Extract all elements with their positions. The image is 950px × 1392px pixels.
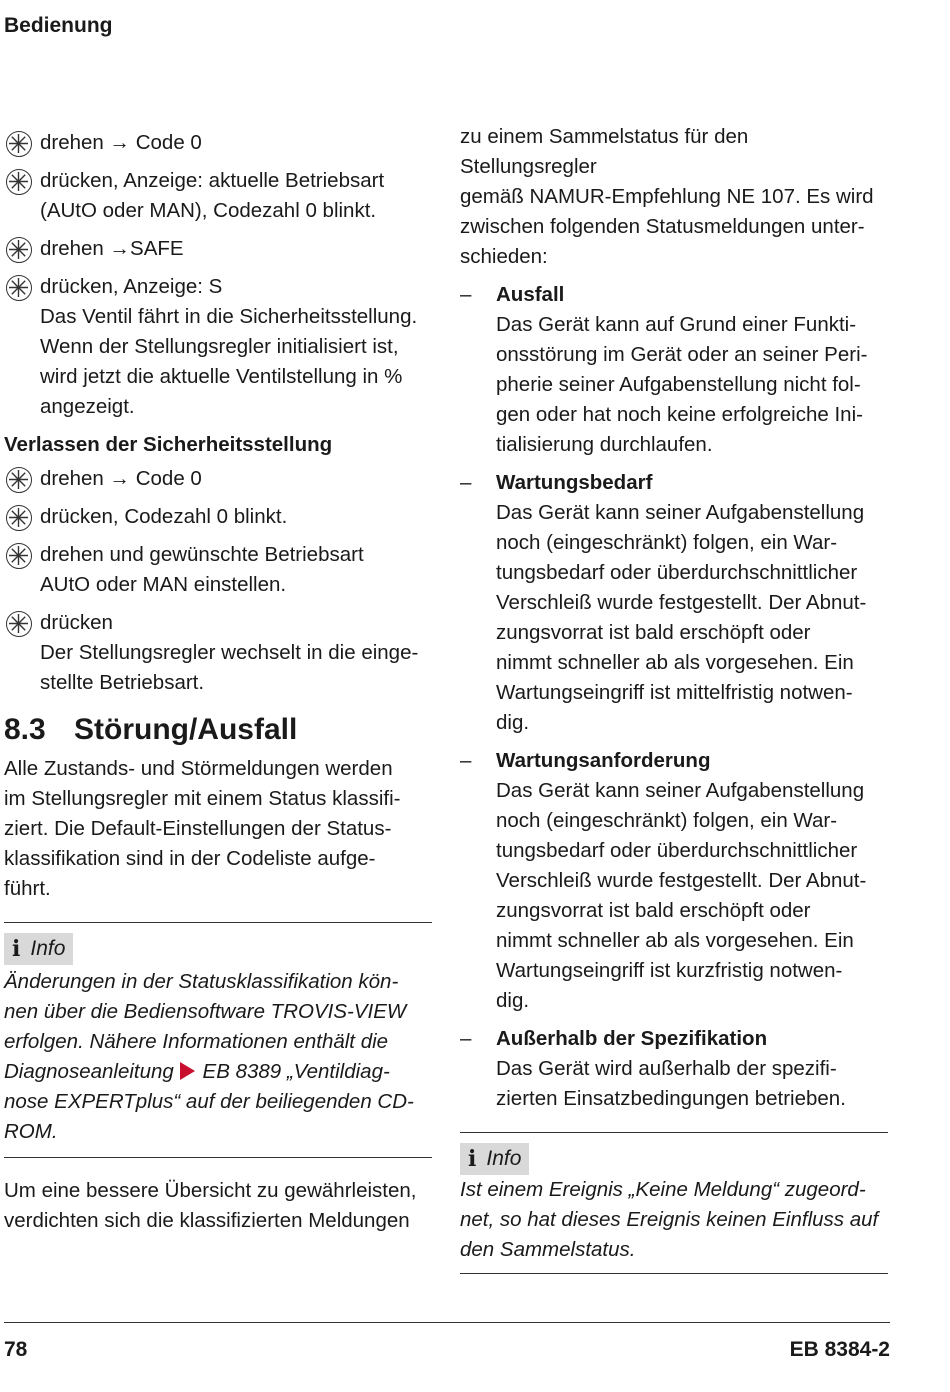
paragraph-line: führt. bbox=[4, 877, 51, 900]
right-column bbox=[460, 122, 890, 1274]
link-arrow-icon bbox=[180, 1062, 195, 1080]
step-line: drücken bbox=[40, 611, 113, 634]
status-item-line: onsstörung im Gerät oder an seiner Peri- bbox=[496, 343, 868, 366]
info-icon: i bbox=[12, 936, 21, 962]
status-item bbox=[460, 468, 890, 738]
info-badge-wrap bbox=[4, 933, 444, 965]
step-line: angezeigt. bbox=[40, 395, 135, 418]
status-item-title: Außerhalb der Spezifikation bbox=[496, 1027, 768, 1050]
paragraph-line: klassifikation sind in der Codeliste aufge- bbox=[4, 847, 376, 870]
paragraph-line: Um eine bessere Übersicht zu gewährleisten, bbox=[4, 1179, 417, 1202]
info-bottom-rule bbox=[4, 1157, 432, 1158]
step-line: wird jetzt die aktuelle Ventilstellung in % bbox=[40, 365, 403, 388]
status-item bbox=[460, 280, 890, 460]
info-label-right: Info bbox=[486, 1147, 522, 1170]
status-item bbox=[460, 1024, 890, 1114]
step-item bbox=[4, 272, 444, 422]
info-line: nose EXPERTplus“ auf der beiliegenden CD- bbox=[4, 1090, 414, 1113]
info-badge-wrap-right bbox=[460, 1143, 890, 1175]
paragraph-line: ziert. Die Default-Einstellungen der Status- bbox=[4, 817, 392, 840]
rotary-button-icon bbox=[6, 611, 32, 637]
rotary-button-icon bbox=[6, 467, 32, 493]
info-link[interactable]: EB 8389 „Ventildiag- bbox=[202, 1060, 390, 1083]
info-line: nen über die Bediensoftware TROVIS-VIEW bbox=[4, 1000, 407, 1023]
section-heading bbox=[4, 710, 444, 750]
dash-bullet: – bbox=[460, 471, 472, 494]
footer-rule bbox=[4, 1322, 890, 1323]
info-badge bbox=[4, 933, 73, 965]
steps-group-2 bbox=[4, 464, 444, 698]
status-item-line: pherie seiner Aufgabenstellung nicht fol- bbox=[496, 373, 861, 396]
page-number: 78 bbox=[4, 1338, 28, 1361]
info-link-line bbox=[4, 1057, 444, 1087]
status-item-line: Das Gerät wird außerhalb der spezifi- bbox=[496, 1057, 837, 1080]
info-bottom-rule-right bbox=[460, 1273, 888, 1274]
info-text bbox=[4, 967, 444, 1147]
status-item-line: Das Gerät kann seiner Aufgabenstellung bbox=[496, 501, 865, 524]
step-line: drücken, Anzeige: aktuelle Betriebsart bbox=[40, 169, 385, 192]
status-item-title: Wartungsbedarf bbox=[496, 471, 653, 494]
section-paragraph bbox=[4, 754, 444, 904]
step-item bbox=[4, 608, 444, 698]
rotary-button-icon bbox=[6, 275, 32, 301]
paragraph-line: schieden: bbox=[460, 245, 548, 268]
status-item-line: tungsbedarf oder überdurchschnittlicher bbox=[496, 839, 858, 862]
info-top-rule bbox=[4, 922, 432, 923]
status-item-line: noch (eingeschränkt) folgen, ein War- bbox=[496, 531, 838, 554]
left-column bbox=[4, 128, 444, 1236]
paragraph-line: verdichten sich die klassifizierten Meldungen bbox=[4, 1209, 410, 1232]
dash-bullet: – bbox=[460, 749, 472, 772]
status-item-line: nimmt schneller ab als vorgesehen. Ein bbox=[496, 651, 854, 674]
paragraph-line: zwischen folgenden Statusmeldungen unter- bbox=[460, 215, 865, 238]
status-item bbox=[460, 746, 890, 1016]
subheading: Verlassen der Sicherheitsstellung bbox=[4, 433, 333, 456]
dash-bullet: – bbox=[460, 283, 472, 306]
step-line: drehen → Code 0 bbox=[40, 131, 202, 154]
info-top-rule-right bbox=[460, 1132, 888, 1133]
step-item bbox=[4, 540, 444, 600]
step-line: drehen → Code 0 bbox=[40, 467, 202, 490]
step-line: drehen →SAFE bbox=[40, 237, 184, 260]
dash-bullet: – bbox=[460, 1027, 472, 1050]
info-line: Ist einem Ereignis „Keine Meldung“ zugeord- bbox=[460, 1178, 866, 1201]
status-item-title: Wartungsanforderung bbox=[496, 749, 711, 772]
status-item-line: gen oder hat noch keine erfolgreiche Ini- bbox=[496, 403, 863, 426]
info-line: den Sammelstatus. bbox=[460, 1238, 636, 1261]
rotary-button-icon bbox=[6, 505, 32, 531]
step-item bbox=[4, 502, 444, 532]
paragraph-line: zu einem Sammelstatus für den Stellungsregler bbox=[460, 125, 749, 178]
status-item-line: zungsvorrat ist bald erschöpft oder bbox=[496, 621, 811, 644]
step-line: stellte Betriebsart. bbox=[40, 671, 205, 694]
step-line: drücken, Anzeige: S bbox=[40, 275, 223, 298]
intro-paragraph bbox=[460, 122, 890, 272]
status-item-line: zungsvorrat ist bald erschöpft oder bbox=[496, 899, 811, 922]
paragraph-line: Alle Zustands- und Störmeldungen werden bbox=[4, 757, 393, 780]
status-item-line: Das Gerät kann seiner Aufgabenstellung bbox=[496, 779, 865, 802]
step-line: drehen und gewünschte Betriebsart bbox=[40, 543, 364, 566]
status-item-line: dig. bbox=[496, 711, 530, 734]
info-link-prefix: Diagnoseanleitung bbox=[4, 1060, 174, 1083]
step-line: drücken, Codezahl 0 blinkt. bbox=[40, 505, 288, 528]
info-line: ROM. bbox=[4, 1120, 58, 1143]
section-title: Störung/Ausfall bbox=[74, 713, 298, 746]
step-item bbox=[4, 464, 444, 494]
step-line: (AUtO oder MAN), Codezahl 0 blinkt. bbox=[40, 199, 377, 222]
rotary-button-icon bbox=[6, 169, 32, 195]
status-item-line: dig. bbox=[496, 989, 530, 1012]
status-item-line: Verschleiß wurde festgestellt. Der Abnut- bbox=[496, 591, 867, 614]
paragraph-line: gemäß NAMUR-Empfehlung NE 107. Es wird bbox=[460, 185, 874, 208]
status-item-line: Wartungseingriff ist kurzfristig notwen- bbox=[496, 959, 843, 982]
section-number: 8.3 bbox=[4, 713, 46, 746]
status-item-title: Ausfall bbox=[496, 283, 565, 306]
step-line: Das Ventil fährt in die Sicherheitsstellung. bbox=[40, 305, 418, 328]
info-text-right bbox=[460, 1175, 890, 1265]
rotary-button-icon bbox=[6, 131, 32, 157]
step-item bbox=[4, 128, 444, 158]
status-item-line: nimmt schneller ab als vorgesehen. Ein bbox=[496, 929, 854, 952]
status-item-line: tungsbedarf oder überdurchschnittlicher bbox=[496, 561, 858, 584]
status-item-line: Verschleiß wurde festgestellt. Der Abnut- bbox=[496, 869, 867, 892]
info-line: erfolgen. Nähere Informationen enthält die bbox=[4, 1030, 389, 1053]
step-line: Der Stellungsregler wechselt in die einge- bbox=[40, 641, 419, 664]
document-id: EB 8384-2 bbox=[789, 1338, 890, 1361]
step-line: Wenn der Stellungsregler initialisiert ist, bbox=[40, 335, 399, 358]
info-badge-right bbox=[460, 1143, 529, 1175]
info-icon: i bbox=[468, 1146, 477, 1172]
bottom-paragraph bbox=[4, 1176, 444, 1236]
steps-group-1 bbox=[4, 128, 444, 422]
step-item bbox=[4, 166, 444, 226]
info-line: net, so hat dieses Ereignis keinen Einfluss auf bbox=[460, 1208, 879, 1231]
step-item bbox=[4, 234, 444, 264]
status-item-line: tialisierung durchlaufen. bbox=[496, 433, 713, 456]
paragraph-line: im Stellungsregler mit einem Status klassifi- bbox=[4, 787, 401, 810]
status-item-line: Das Gerät kann auf Grund einer Funkti- bbox=[496, 313, 857, 336]
info-line: Änderungen in der Statusklassifikation kön- bbox=[4, 970, 399, 993]
info-label: Info bbox=[30, 937, 66, 960]
page-header-title: Bedienung bbox=[4, 14, 113, 37]
rotary-button-icon bbox=[6, 237, 32, 263]
status-item-line: Wartungseingriff ist mittelfristig notwen- bbox=[496, 681, 853, 704]
status-item-line: zierten Einsatzbedingungen betrieben. bbox=[496, 1087, 846, 1110]
status-list bbox=[460, 280, 890, 1114]
status-item-line: noch (eingeschränkt) folgen, ein War- bbox=[496, 809, 838, 832]
step-line: AUtO oder MAN einstellen. bbox=[40, 573, 287, 596]
rotary-button-icon bbox=[6, 543, 32, 569]
